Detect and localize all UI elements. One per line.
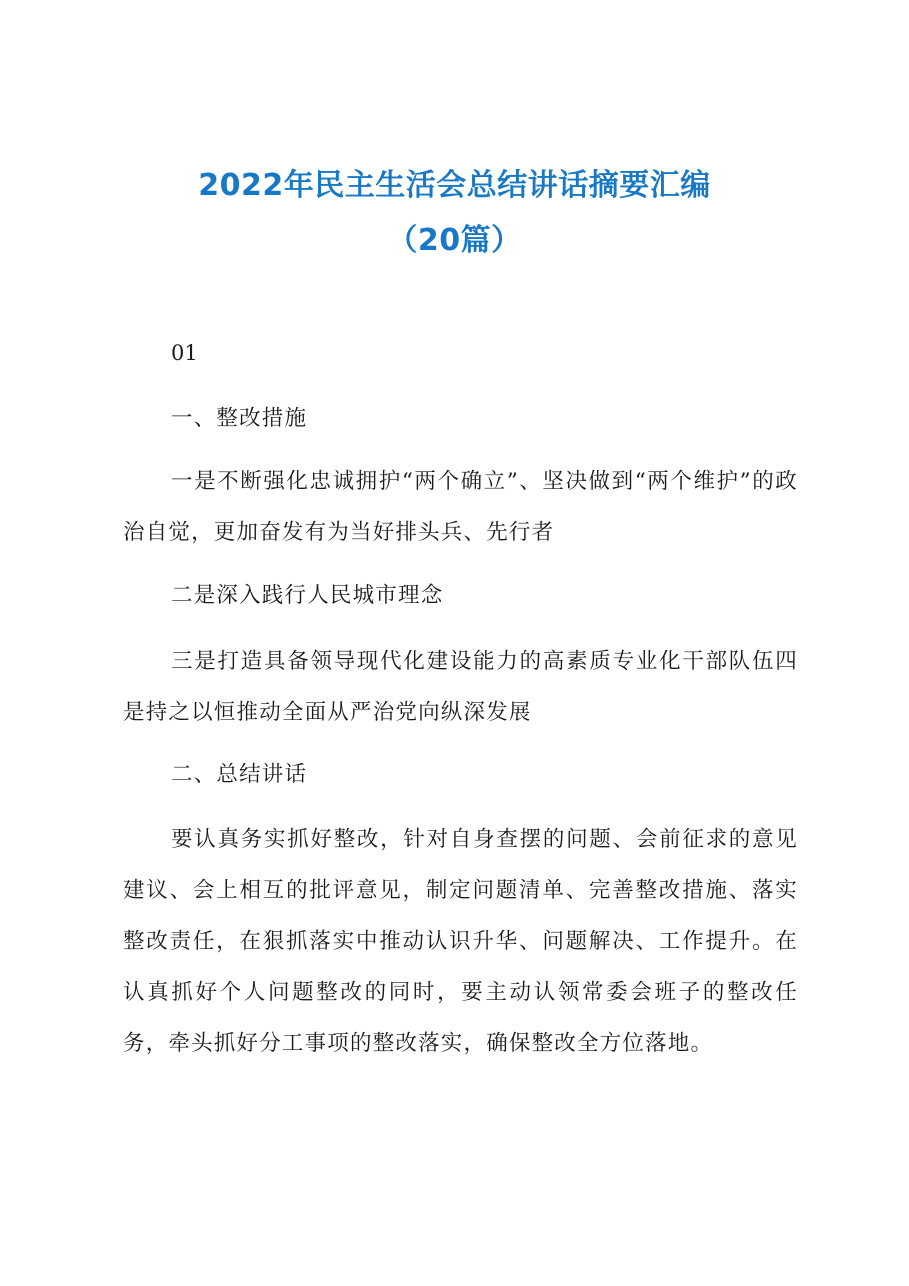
document-subtitle: （20篇） bbox=[387, 223, 522, 258]
paragraph-first-measure bbox=[123, 456, 798, 558]
paragraph-text: 二是深入践行人民城市理念 bbox=[171, 583, 444, 608]
heading-text: 二、总结讲话 bbox=[171, 762, 308, 787]
paragraph-text: 要认真务实抓好整改，针对自身查摆的问题、会前征求的意见建议、会上相互的批评意见，制定问题清单、完善整改措施、落实整改责任，在狠抓落实中推动认识升华、问题解决、工作提升。在认真抓好个人问题整改的同时，要主动认领常委会班子的整改任务，牵头抓好分工事项的整改落实，确保整改全方位落地。 bbox=[123, 827, 798, 1056]
section-number: 01 bbox=[171, 341, 198, 365]
paragraph-third-fourth-measure bbox=[123, 636, 798, 738]
paragraph-summary-speech bbox=[123, 814, 798, 1069]
paragraph-text: 三是打造具备领导现代化建设能力的高素质专业化干部队伍四是持之以恒推动全面从严治党向纵深发展 bbox=[123, 649, 798, 725]
paragraph-text: 一是不断强化忠诚拥护“两个确立”、坚决做到“两个维护”的政治自觉，更加奋发有为当好排头兵、先行者 bbox=[123, 469, 798, 545]
section-heading-measures bbox=[123, 393, 798, 444]
paragraph-second-measure bbox=[123, 570, 798, 621]
document-title: 2022年民主生活会总结讲话摘要汇编 bbox=[198, 168, 711, 203]
section-heading-summary bbox=[123, 749, 798, 800]
heading-text: 一、整改措施 bbox=[171, 406, 308, 431]
